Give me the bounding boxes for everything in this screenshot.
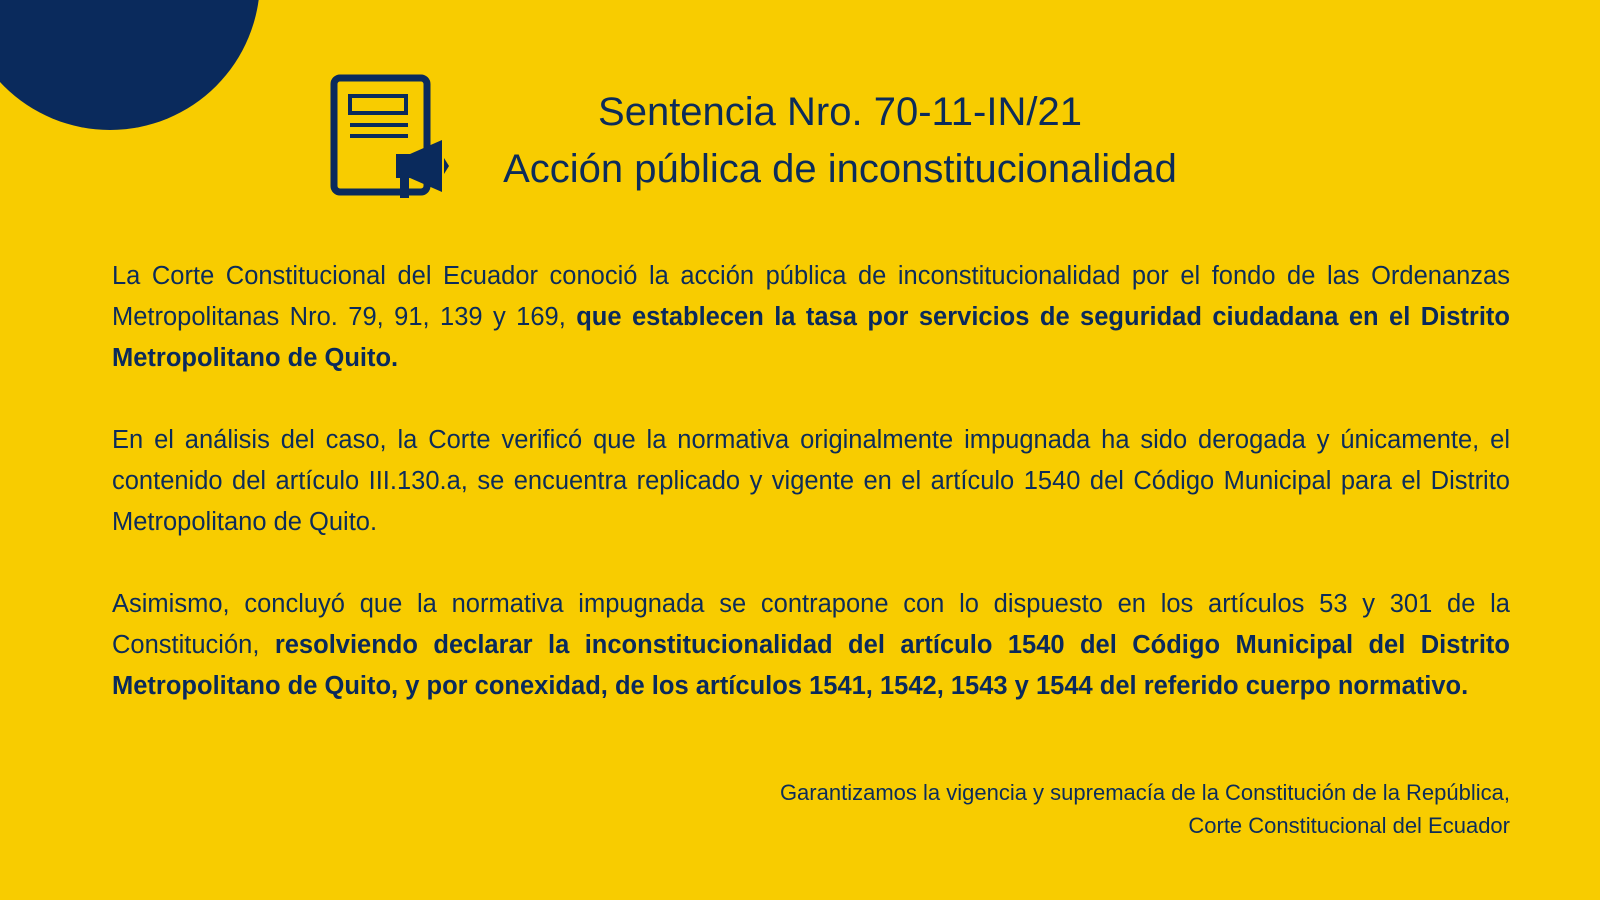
paragraph-3-normal: Asimismo, concluyó que la normativa impugnada se contrapone con lo dispuesto en los artículos 53 y 301 de la Constitución, <box>112 590 1510 659</box>
corner-decorative-circle <box>0 0 260 130</box>
paragraph-3 <box>112 584 1510 707</box>
document-megaphone-icon <box>330 74 460 200</box>
paragraph-2: En el análisis del caso, la Corte verificó que la normativa originalmente impugnada ha sido derogada y únicamente, el contenido del artículo III.130.a, se encuentra replicado y vigente en el artículo 1540 del Código Municipal para el Distrito Metropolitano de Quito. <box>112 426 1510 536</box>
paragraph-3-bold: resolviendo declarar la inconstitucionalidad del artículo 1540 del Código Municipal del Distrito Metropolitano de Quito, y por conexidad, de los artículos 1541, 1542, 1543 y 1544 del referido cuerpo normativo. <box>112 631 1510 700</box>
body-text <box>112 256 1510 748</box>
paragraph-1-bold: que establecen la tasa por servicios de seguridad ciudadana en el Distrito Metropolitano de Quito. <box>112 303 1510 372</box>
footer-line-1: Garantizamos la vigencia y supremacía de la Constitución de la República, <box>779 780 1510 805</box>
title-case-number: Sentencia Nro. 70-11-IN/21 <box>598 90 1082 134</box>
paragraph-1-normal: La Corte Constitucional del Ecuador conoció la acción pública de inconstitucionalidad por el fondo de las Ordenanzas Metropolitanas Nro. 79, 91, 139 y 169, <box>112 262 1510 331</box>
footer-line-2: Corte Constitucional del Ecuador <box>1188 813 1510 838</box>
title-action-type: Acción pública de inconstitucionalidad <box>503 147 1177 191</box>
paragraph-1 <box>112 256 1510 379</box>
page-title <box>470 84 1210 198</box>
footer-signature <box>780 776 1510 842</box>
